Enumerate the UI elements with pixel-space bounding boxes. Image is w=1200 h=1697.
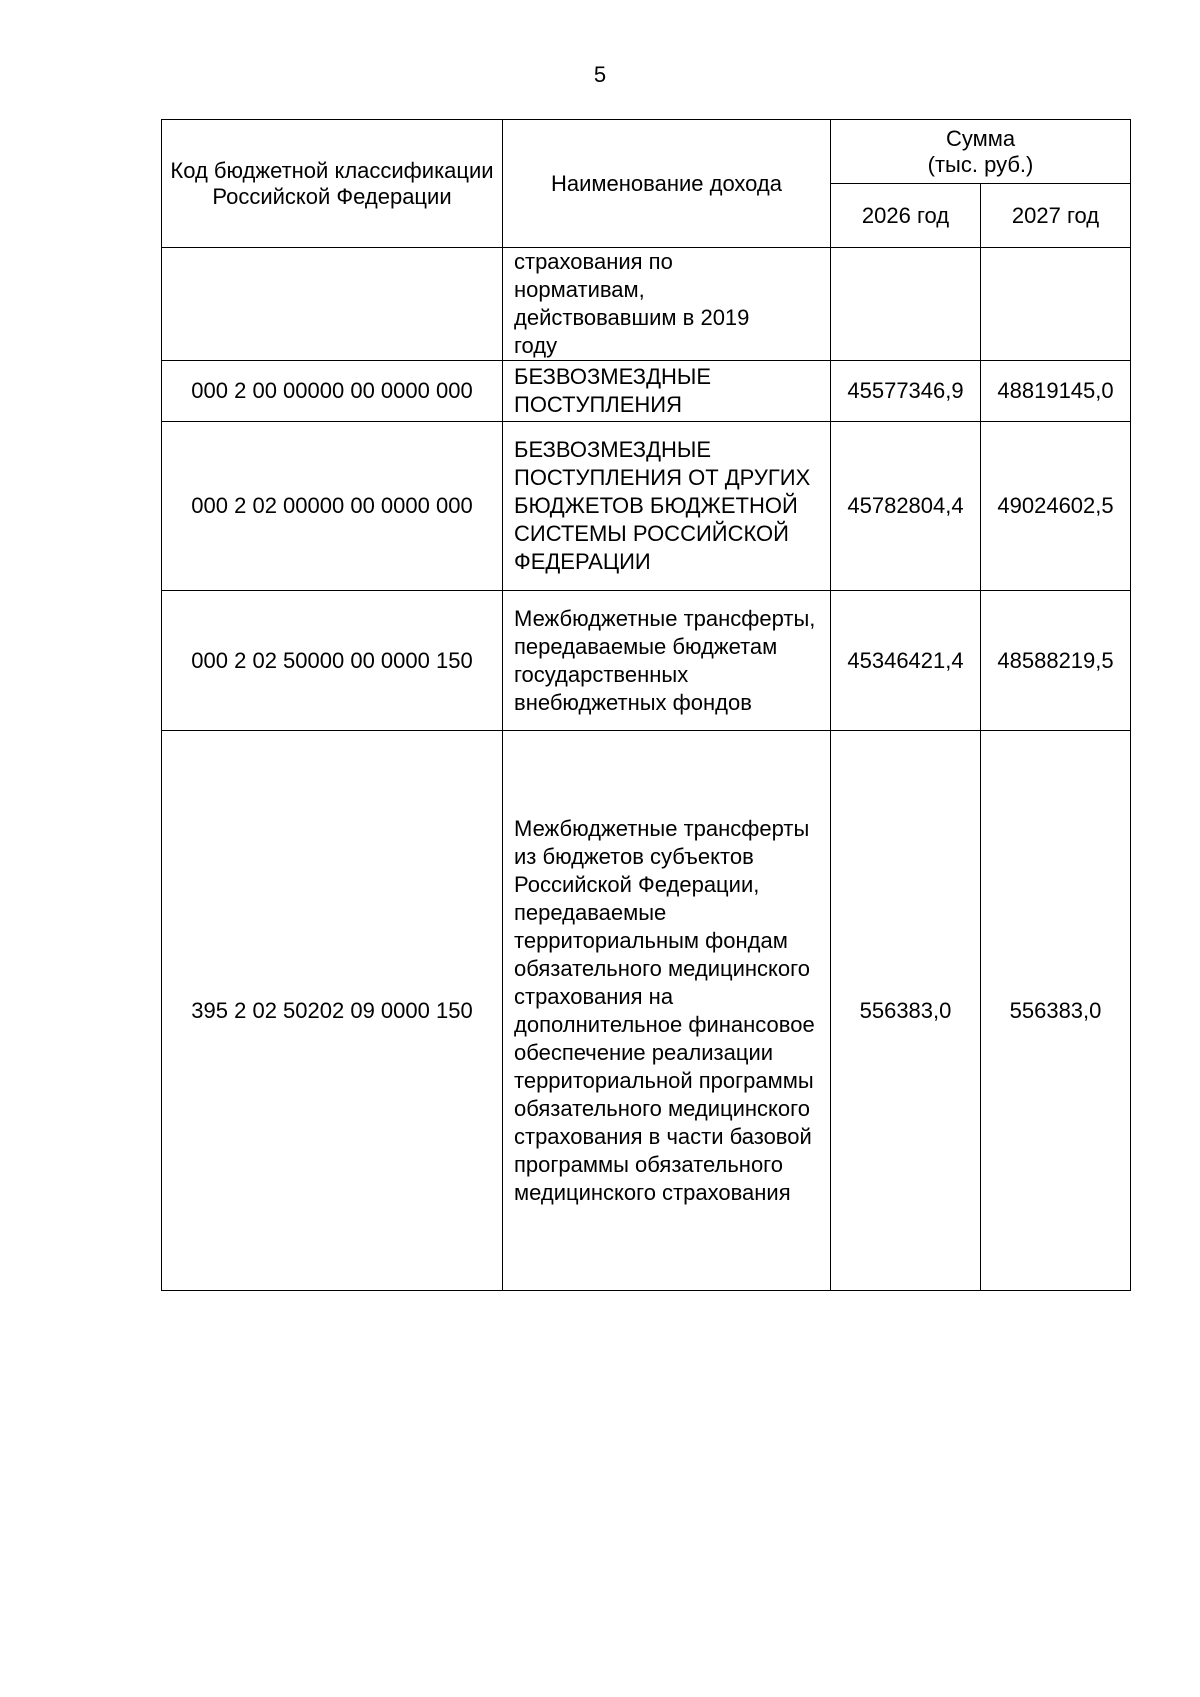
table-row	[162, 591, 1131, 731]
row-code	[162, 248, 503, 361]
table-row	[162, 731, 1131, 1291]
row-name-text: Межбюджетные трансферты, передаваемые бюджетам государственных внебюджетных фондов	[514, 605, 816, 715]
header-code-label: Код бюджетной классификации Российской Федерации	[170, 157, 494, 209]
table-row	[162, 248, 1131, 361]
page-number: 5	[593, 62, 607, 87]
row-value-2027	[981, 248, 1131, 361]
revenue-table	[161, 119, 1131, 1291]
row-name	[503, 248, 831, 361]
header-sum	[831, 120, 1131, 184]
row-name-text: Межбюджетные трансферты из бюджетов субъектов Российской Федерации, передаваемые территориальным фондам обязательного медицинского страхования на дополнительное финансовое обеспечение реализации территориальной программы обязательного медицинского страхования в части базовой программы обязательного медицинского страхования	[514, 815, 815, 1205]
row-value-2027: 556383,0	[981, 731, 1131, 1291]
row-code: 395 2 02 50202 09 0000 150	[162, 731, 503, 1291]
row-name	[503, 591, 831, 731]
row-name	[503, 422, 831, 591]
row-value-2026: 45782804,4	[831, 422, 981, 591]
row-name	[503, 731, 831, 1291]
header-year-2027-label: 2027 год	[1011, 202, 1100, 228]
header-year-2026-label: 2026 год	[861, 202, 950, 228]
row-value-2026: 45346421,4	[831, 591, 981, 731]
row-code: 000 2 02 00000 00 0000 000	[162, 422, 503, 591]
row-name-text: страхования по нормативам, действовавшим в 2019 году	[514, 249, 750, 358]
row-value-2027: 48819145,0	[981, 361, 1131, 422]
header-name-label: Наименование дохода	[550, 170, 783, 196]
table-row	[162, 422, 1131, 591]
header-year-2027	[981, 184, 1131, 248]
row-code: 000 2 02 50000 00 0000 150	[162, 591, 503, 731]
row-name-text: БЕЗВОЗМЕЗДНЫЕ ПОСТУПЛЕНИЯ ОТ ДРУГИХ БЮДЖЕТОВ БЮДЖЕТНОЙ СИСТЕМЫ РОССИЙСКОЙ ФЕДЕРАЦИИ	[514, 437, 811, 574]
row-name	[503, 361, 831, 422]
header-name	[503, 120, 831, 248]
row-name-text: БЕЗВОЗМЕЗДНЫЕ ПОСТУПЛЕНИЯ	[514, 364, 712, 417]
row-value-2026: 45577346,9	[831, 361, 981, 422]
table-row	[162, 361, 1131, 422]
row-value-2026	[831, 248, 981, 361]
header-year-2026	[831, 184, 981, 248]
row-value-2026: 556383,0	[831, 731, 981, 1291]
row-code: 000 2 00 00000 00 0000 000	[162, 361, 503, 422]
row-value-2027: 49024602,5	[981, 422, 1131, 591]
row-value-2027: 48588219,5	[981, 591, 1131, 731]
header-code	[162, 120, 503, 248]
header-sum-label: Сумма (тыс. руб.)	[927, 125, 1034, 177]
